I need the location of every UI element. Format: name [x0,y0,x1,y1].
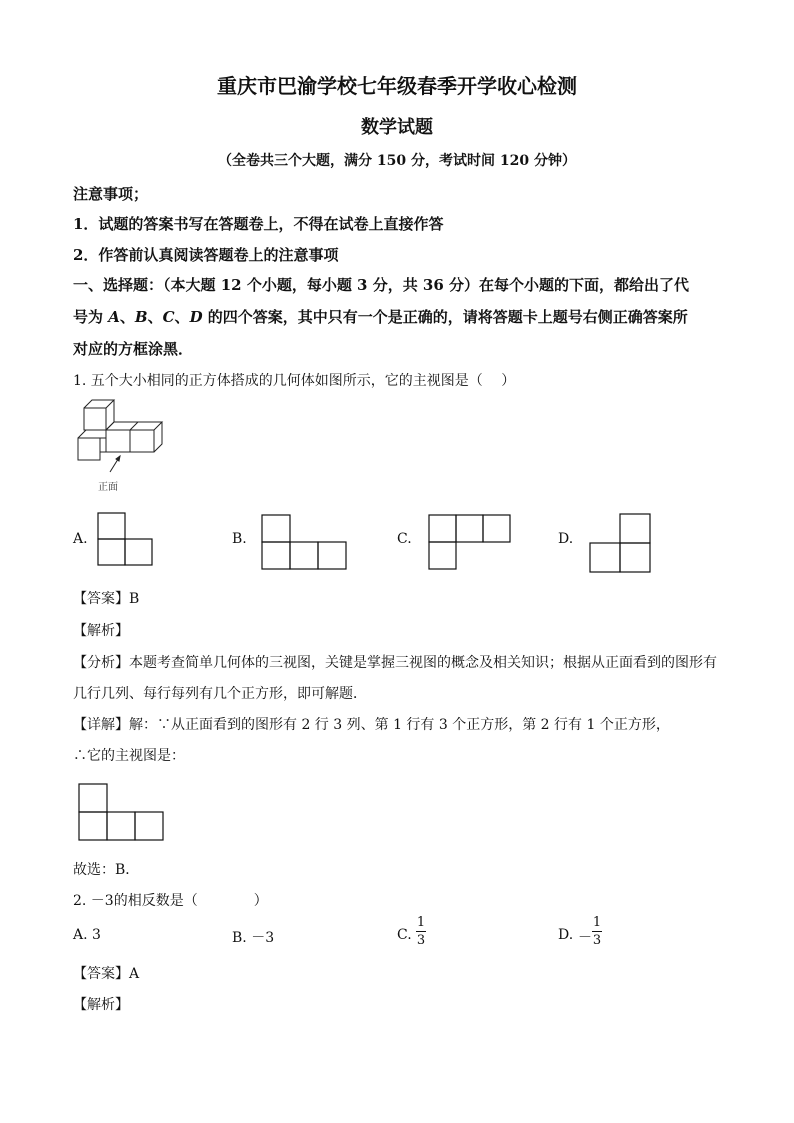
q1-answer: 【答案】B [73,591,140,607]
q1-option-d-label: D. [558,531,574,547]
q2-option-c-label: C. [397,927,412,943]
q1-option-b-figure [261,514,347,570]
q1-detail: 【详解】解：∵从正面看到的图形有 2 行 3 列、第 1 行有 3 个正方形，第 2 行有 1 个正方形， [73,717,670,733]
q2-option-b: B. －3 [232,930,275,946]
q1-option-a-figure [97,512,153,566]
school-title: 重庆市巴渝学校七年级春季开学收心检测 [217,74,577,98]
q2-answer: 【答案】A [73,966,140,982]
q2-option-d-fraction: 1 3 [592,915,602,948]
q2-option-d-label: D. [558,927,574,943]
notice-item-2: 2．作答前认真阅读答题卷上的注意事项 [73,246,339,264]
q1-jiexi: 【解析】 [73,623,129,639]
q2-option-c-fraction: 1 3 [416,915,426,948]
q1-choice: 故选：B． [73,862,140,878]
notice-heading: 注意事项； [73,185,149,203]
section1-line2: 号为 A、B、C、D 的四个答案，其中只有一个是正确的，请将答题卡上题号右侧正确答案所 [73,308,688,326]
section1-line1: 一、选择题：（本大题 12 个小题，每小题 3 分，共 36 分）在每个小题的下面，都给出了代 [73,276,690,294]
section1-line3: 对应的方框涂黑． [73,340,194,358]
q1-conclusion: ∴它的主视图是： [73,748,185,764]
q1-solution-figure [78,783,166,841]
q1-option-b-label: B. [232,531,247,547]
q1-cube-figure [70,395,170,495]
q2-option-a: A. 3 [73,927,101,943]
subject-title: 数学试题 [361,117,433,138]
q1-front-label: 正面 [98,482,118,493]
q2-jiexi: 【解析】 [73,997,129,1013]
notice-item-1: 1．试题的答案书写在答题卷上，不得在试卷上直接作答 [73,215,444,233]
q1-option-d-figure [588,513,652,573]
q2-option-d-sign: － [578,930,592,946]
q1-option-c-label: C. [397,531,412,547]
q1-analysis-line1: 【分析】本题考查简单几何体的三视图，关键是掌握三视图的概念及相关知识；根据从正面看到的图形有 [73,655,717,671]
exam-info: （全卷共三个大题，满分 150 分，考试时间 120 分钟） [218,153,576,169]
q1-option-c-figure [428,514,512,570]
q2-stem: 2. －3的相反数是（ ） [73,893,268,909]
q1-option-a-label: A. [73,531,88,547]
q1-analysis-line2: 几行几列、每行每列有几个正方形，即可解题． [73,686,367,702]
q1-stem: 1. 五个大小相同的正方体搭成的几何体如图所示，它的主视图是（ ） [73,373,516,389]
